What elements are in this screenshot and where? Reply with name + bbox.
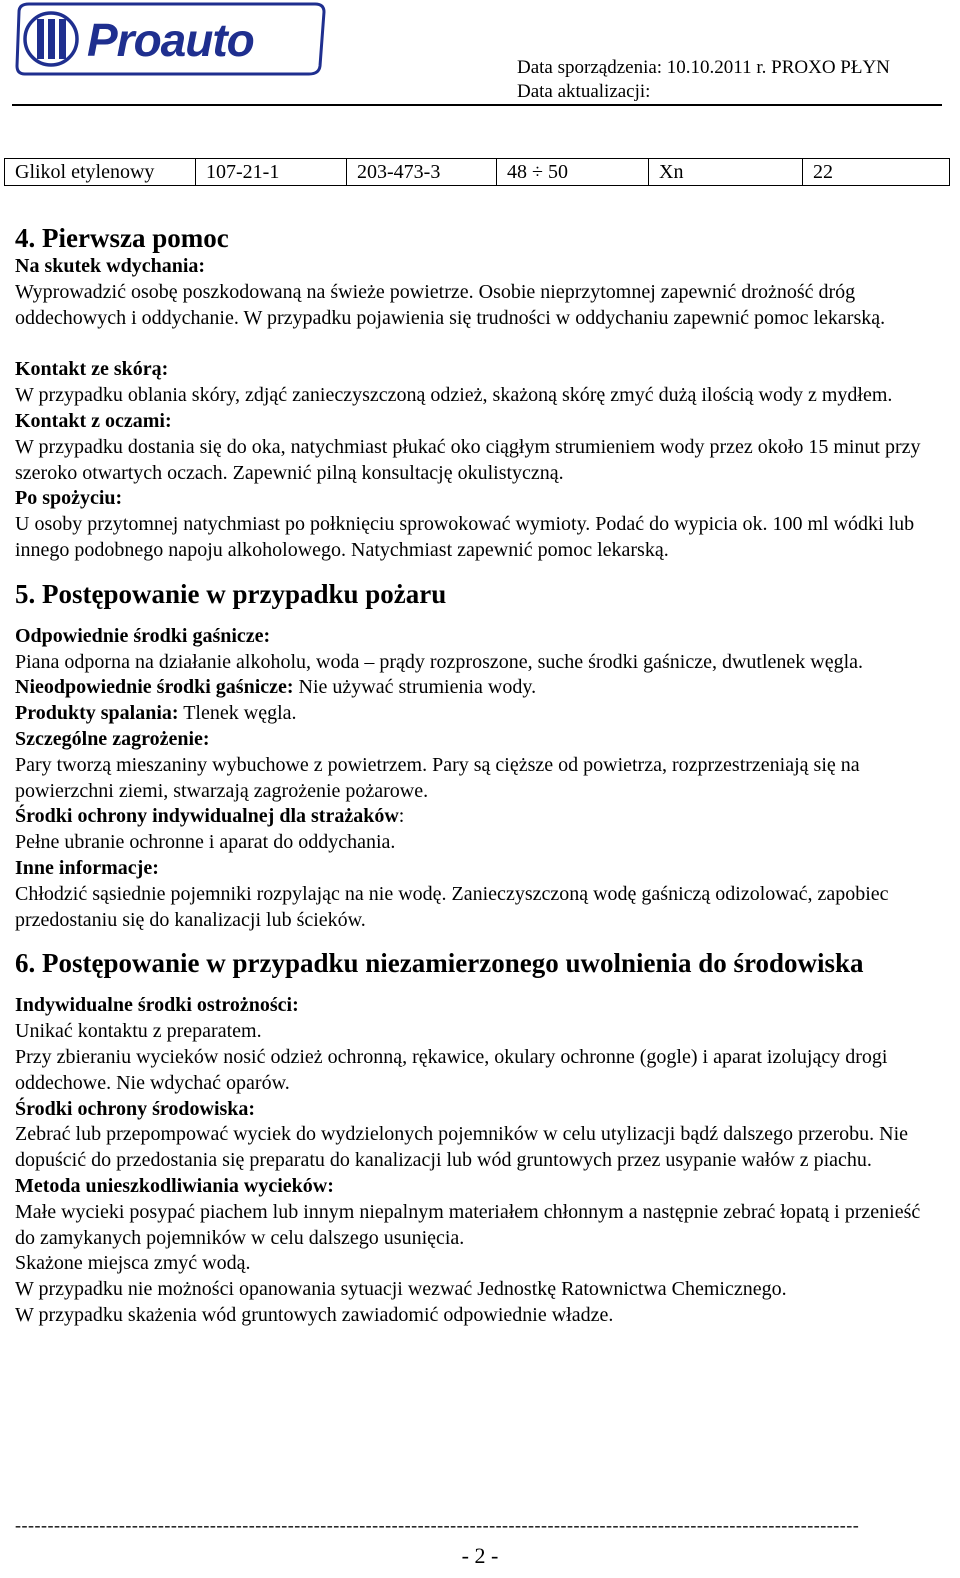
eye-text: W przypadku dostania się do oka, natychmiast płukać oko ciągłym strumieniem wody przez około 15 minut przy szeroko otwartych oczach. Zapewnić pilną konsultację okulistyczną.	[15, 435, 921, 484]
special-hazard-text: Pary tworzą mieszaniny wybuchowe z powietrzem. Pary są cięższe od powietrza, rozprzestrzeniają się na powierzchni ziemi, stwarzają zagrożenie pożarowe.	[15, 753, 860, 802]
firefighter-ppe-text: Pełne ubranie ochronne i aparat do oddychania.	[15, 831, 396, 854]
table-row	[5, 159, 950, 186]
document-body	[15, 222, 940, 1329]
personal-precautions-text-1: Unikać kontaktu z preparatem.	[15, 1020, 262, 1043]
cleanup-text-1: Małe wycieki posypać piachem lub innym niepalnym materiałem chłonnym a następnie zebrać łopatą i przenieść do zamykanych pojemników w celu dalszego usunięcia.	[15, 1200, 921, 1249]
r-phrase: 22	[803, 159, 950, 186]
inhalation-heading: Na skutek wdychania:	[15, 255, 206, 277]
inhalation-text: Wyprowadzić osobę poszkodowaną na świeże powietrze. Osobie nieprzytomnej zapewnić drożność dróg oddechowych i oddychanie. W przypadku pojawienia się trudności w oddychaniu zapewnić pomoc lekarską.	[15, 280, 886, 329]
ingestion-heading: Po spożyciu:	[15, 487, 123, 510]
logo-text: Proauto	[87, 14, 254, 66]
components-table	[4, 158, 950, 186]
eye-heading: Kontakt z oczami:	[15, 409, 172, 432]
page-number: - 2 -	[461, 1543, 499, 1568]
combustion-products: Produkty spalania: Tlenek węgla.	[15, 702, 297, 725]
other-info-heading: Inne informacje:	[15, 856, 159, 879]
section-4-title: 4. Pierwsza pomoc	[15, 223, 229, 253]
other-info-text: Chłodzić sąsiednie pojemniki rozpylając na nie wodę. Zanieczyszczoną wodę gaśniczą odizolować, zapobiec przedostaniu się do kanalizacji lub ścieków.	[15, 882, 889, 931]
proauto-logo	[15, 2, 327, 76]
document-meta	[517, 56, 890, 104]
unsuitable-media: Nieodpowiednie środki gaśnicze: Nie używać strumienia wody.	[15, 676, 537, 699]
skin-heading: Kontakt ze skórą:	[15, 358, 169, 381]
updated-date: Data aktualizacji:	[517, 81, 651, 102]
cleanup-text-3: W przypadku nie możności opanowania sytuacji wezwać Jednostkę Ratownictwa Chemicznego.	[15, 1278, 787, 1301]
extinguishing-media-heading: Odpowiednie środki gaśnicze:	[15, 624, 271, 647]
component-name: Glikol etylenowy	[5, 159, 196, 186]
section-6-title: 6. Postępowanie w przypadku niezamierzonego uwolnienia do środowiska	[15, 948, 864, 979]
personal-precautions-heading: Indywidualne środki ostrożności:	[15, 994, 299, 1017]
header-divider	[12, 104, 942, 106]
prepared-date: Data sporządzenia: 10.10.2011 r. PROXO PŁYN	[517, 57, 890, 78]
hazard-symbol: Xn	[649, 159, 803, 186]
extinguishing-media-text: Piana odporna na działanie alkoholu, woda – prądy rozproszone, suche środki gaśnicze, dwutlenek węgla.	[15, 650, 864, 673]
ec-number: 203-473-3	[347, 159, 497, 186]
concentration: 48 ÷ 50	[497, 159, 649, 186]
cleanup-heading: Metoda unieszkodliwiania wycieków:	[15, 1174, 334, 1197]
footer-dashes: ----------------------------------------------------------------------------------------------------------------------------------	[15, 1515, 860, 1535]
cas-number: 107-21-1	[196, 159, 347, 186]
cleanup-text-2: Skażone miejsca zmyć wodą.	[15, 1252, 251, 1275]
ingestion-text: U osoby przytomnej natychmiast po połknięciu sprowokować wymioty. Podać do wypicia ok. 100 ml wódki lub innego podobnego napoju alkoholowego. Natychmiast zapewnić pomoc lekarską.	[15, 513, 915, 561]
special-hazard-heading: Szczególne zagrożenie:	[15, 727, 210, 750]
personal-precautions-text-2: Przy zbieraniu wycieków nosić odzież ochronną, rękawice, okulary ochronne (gogle) i aparat izolujący drogi oddechowe. Nie wdychać oparów.	[15, 1045, 888, 1094]
environmental-precautions-text: Zebrać lub przepompować wyciek do wydzielonych pojemników w celu utylizacji bądź dalszego przerobu. Nie dopuścić do przedostania się preparatu do kanalizacji lub wód gruntowych przez usypanie wałów z piachu.	[15, 1123, 909, 1172]
cleanup-text-4: W przypadku skażenia wód gruntowych zawiadomić odpowiednie władze.	[15, 1303, 614, 1326]
skin-text: W przypadku oblania skóry, zdjąć zanieczyszczoną odzież, skażoną skórę zmyć dużą ilością wody z mydłem.	[15, 384, 893, 407]
firefighter-ppe-heading: Środki ochrony indywidualnej dla strażaków:	[15, 805, 405, 828]
section-5-title: 5. Postępowanie w przypadku pożaru	[15, 578, 447, 609]
environmental-precautions-heading: Środki ochrony środowiska:	[15, 1097, 256, 1120]
